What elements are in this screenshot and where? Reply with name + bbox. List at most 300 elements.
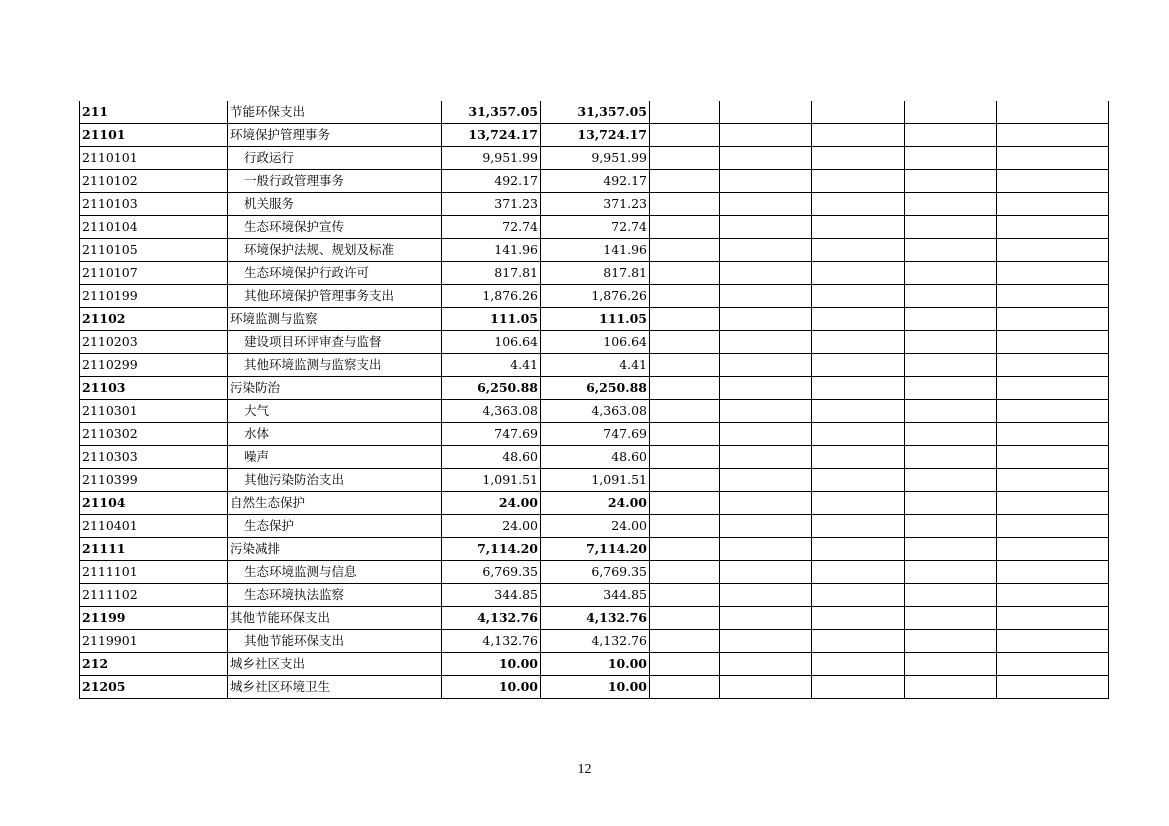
row-name: 节能环保支出 <box>230 104 306 119</box>
empty-cell <box>905 469 997 492</box>
row-basic: 817.81 <box>541 262 650 285</box>
row-basic: 24.00 <box>541 515 650 538</box>
empty-cell <box>997 538 1109 561</box>
empty-cell <box>650 262 720 285</box>
row-name-cell <box>228 492 442 515</box>
empty-cell <box>650 377 720 400</box>
empty-cell <box>997 101 1109 124</box>
empty-cell <box>720 193 812 216</box>
row-name: 其他环境监测与监察支出 <box>244 357 382 372</box>
row-name-cell <box>228 400 442 423</box>
empty-cell <box>905 377 997 400</box>
empty-cell <box>905 308 997 331</box>
row-name: 水体 <box>244 426 270 441</box>
empty-cell <box>997 216 1109 239</box>
row-code: 212 <box>80 653 228 676</box>
empty-cell <box>997 561 1109 584</box>
empty-cell <box>997 354 1109 377</box>
row-name-cell <box>228 469 442 492</box>
row-total: 4,363.08 <box>442 400 541 423</box>
row-basic: 24.00 <box>541 492 650 515</box>
empty-cell <box>720 653 812 676</box>
empty-cell <box>650 400 720 423</box>
row-basic: 4,132.76 <box>541 607 650 630</box>
edge-cell <box>1109 469 1117 492</box>
row-code: 2110203 <box>80 331 228 354</box>
empty-cell <box>720 377 812 400</box>
empty-cell <box>720 262 812 285</box>
table-row <box>80 216 1117 239</box>
empty-cell <box>905 262 997 285</box>
empty-cell <box>720 630 812 653</box>
row-basic: 344.85 <box>541 584 650 607</box>
row-name: 自然生态保护 <box>230 495 306 510</box>
row-total: 6,769.35 <box>442 561 541 584</box>
row-name: 生态环境执法监察 <box>244 587 345 602</box>
empty-cell <box>650 538 720 561</box>
empty-cell <box>720 446 812 469</box>
empty-cell <box>650 515 720 538</box>
table-row <box>80 193 1117 216</box>
table-row <box>80 262 1117 285</box>
table-body <box>80 101 1117 699</box>
row-name-cell <box>228 653 442 676</box>
row-basic: 4.41 <box>541 354 650 377</box>
empty-cell <box>650 170 720 193</box>
row-total: 106.64 <box>442 331 541 354</box>
empty-cell <box>650 216 720 239</box>
empty-cell <box>720 354 812 377</box>
edge-cell <box>1109 561 1117 584</box>
empty-cell <box>905 101 997 124</box>
empty-cell <box>720 400 812 423</box>
empty-cell <box>720 584 812 607</box>
row-name-cell <box>228 262 442 285</box>
row-name: 环境保护法规、规划及标准 <box>244 242 395 257</box>
empty-cell <box>650 492 720 515</box>
row-basic: 4,132.76 <box>541 630 650 653</box>
empty-cell <box>997 262 1109 285</box>
empty-cell <box>720 561 812 584</box>
empty-cell <box>650 584 720 607</box>
empty-cell <box>720 170 812 193</box>
table-row <box>80 515 1117 538</box>
row-code: 2119901 <box>80 630 228 653</box>
table-row <box>80 653 1117 676</box>
empty-cell <box>905 193 997 216</box>
row-basic: 141.96 <box>541 239 650 262</box>
row-code: 2110299 <box>80 354 228 377</box>
empty-cell <box>812 124 905 147</box>
empty-cell <box>812 469 905 492</box>
empty-cell <box>720 423 812 446</box>
row-code: 211 <box>80 101 228 124</box>
edge-cell <box>1109 239 1117 262</box>
empty-cell <box>905 515 997 538</box>
empty-cell <box>812 400 905 423</box>
empty-cell <box>812 423 905 446</box>
edge-cell <box>1109 446 1117 469</box>
row-code: 2110102 <box>80 170 228 193</box>
empty-cell <box>905 239 997 262</box>
budget-table <box>79 101 1117 699</box>
row-name: 大气 <box>244 403 270 418</box>
empty-cell <box>650 331 720 354</box>
row-total: 72.74 <box>442 216 541 239</box>
row-name: 污染减排 <box>230 541 281 556</box>
empty-cell <box>997 239 1109 262</box>
edge-cell <box>1109 262 1117 285</box>
row-total: 141.96 <box>442 239 541 262</box>
empty-cell <box>905 216 997 239</box>
row-code: 2110399 <box>80 469 228 492</box>
empty-cell <box>650 239 720 262</box>
row-name: 其他节能环保支出 <box>244 633 345 648</box>
empty-cell <box>650 630 720 653</box>
empty-cell <box>812 492 905 515</box>
row-name: 其他节能环保支出 <box>230 610 331 625</box>
row-total: 747.69 <box>442 423 541 446</box>
empty-cell <box>720 285 812 308</box>
row-name: 城乡社区支出 <box>230 656 306 671</box>
row-name-cell <box>228 147 442 170</box>
table-row <box>80 147 1117 170</box>
edge-cell <box>1109 492 1117 515</box>
edge-cell <box>1109 653 1117 676</box>
row-name-cell <box>228 377 442 400</box>
empty-cell <box>650 308 720 331</box>
row-total: 10.00 <box>442 653 541 676</box>
row-total: 4.41 <box>442 354 541 377</box>
row-code: 2110199 <box>80 285 228 308</box>
empty-cell <box>905 561 997 584</box>
empty-cell <box>905 331 997 354</box>
empty-cell <box>812 308 905 331</box>
row-total: 1,091.51 <box>442 469 541 492</box>
empty-cell <box>905 446 997 469</box>
empty-cell <box>905 607 997 630</box>
edge-cell <box>1109 400 1117 423</box>
empty-cell <box>720 124 812 147</box>
table-row <box>80 101 1117 124</box>
edge-cell <box>1109 515 1117 538</box>
row-name-cell <box>228 308 442 331</box>
row-basic: 111.05 <box>541 308 650 331</box>
row-name: 城乡社区环境卫生 <box>230 679 331 694</box>
table-row <box>80 170 1117 193</box>
row-total: 48.60 <box>442 446 541 469</box>
row-basic: 7,114.20 <box>541 538 650 561</box>
empty-cell <box>905 147 997 170</box>
empty-cell <box>997 446 1109 469</box>
row-name: 污染防治 <box>230 380 281 395</box>
row-name-cell <box>228 101 442 124</box>
empty-cell <box>997 676 1109 699</box>
row-name: 机关服务 <box>244 196 295 211</box>
empty-cell <box>997 400 1109 423</box>
edge-cell <box>1109 101 1117 124</box>
table-row <box>80 285 1117 308</box>
table-row <box>80 239 1117 262</box>
empty-cell <box>905 653 997 676</box>
edge-cell <box>1109 147 1117 170</box>
row-total: 10.00 <box>442 676 541 699</box>
row-code: 21111 <box>80 538 228 561</box>
row-basic: 747.69 <box>541 423 650 446</box>
empty-cell <box>997 285 1109 308</box>
row-name-cell <box>228 630 442 653</box>
empty-cell <box>650 147 720 170</box>
row-name: 环境保护管理事务 <box>230 127 331 142</box>
empty-cell <box>812 515 905 538</box>
empty-cell <box>905 285 997 308</box>
edge-cell <box>1109 331 1117 354</box>
row-name: 生态环境监测与信息 <box>244 564 357 579</box>
row-basic: 48.60 <box>541 446 650 469</box>
empty-cell <box>997 147 1109 170</box>
row-code: 2110103 <box>80 193 228 216</box>
empty-cell <box>812 607 905 630</box>
edge-cell <box>1109 423 1117 446</box>
table-row <box>80 446 1117 469</box>
row-basic: 31,357.05 <box>541 101 650 124</box>
empty-cell <box>905 170 997 193</box>
table-row <box>80 308 1117 331</box>
row-name: 生态环境保护宣传 <box>244 219 345 234</box>
row-total: 371.23 <box>442 193 541 216</box>
empty-cell <box>812 170 905 193</box>
empty-cell <box>720 676 812 699</box>
row-code: 2111101 <box>80 561 228 584</box>
row-name: 生态环境保护行政许可 <box>244 265 370 280</box>
row-total: 31,357.05 <box>442 101 541 124</box>
row-name-cell <box>228 124 442 147</box>
empty-cell <box>812 101 905 124</box>
table-row <box>80 400 1117 423</box>
table-row <box>80 469 1117 492</box>
row-basic: 492.17 <box>541 170 650 193</box>
empty-cell <box>812 630 905 653</box>
row-total: 9,951.99 <box>442 147 541 170</box>
empty-cell <box>720 101 812 124</box>
empty-cell <box>905 423 997 446</box>
row-code: 21103 <box>80 377 228 400</box>
empty-cell <box>905 630 997 653</box>
table-row <box>80 377 1117 400</box>
empty-cell <box>997 124 1109 147</box>
empty-cell <box>720 216 812 239</box>
row-code: 21102 <box>80 308 228 331</box>
row-code: 21205 <box>80 676 228 699</box>
empty-cell <box>812 538 905 561</box>
edge-cell <box>1109 285 1117 308</box>
empty-cell <box>905 538 997 561</box>
row-name: 一般行政管理事务 <box>244 173 345 188</box>
empty-cell <box>720 147 812 170</box>
empty-cell <box>812 216 905 239</box>
empty-cell <box>812 676 905 699</box>
table-row <box>80 630 1117 653</box>
empty-cell <box>812 446 905 469</box>
empty-cell <box>997 653 1109 676</box>
edge-cell <box>1109 676 1117 699</box>
page-number: 12 <box>577 762 592 777</box>
row-total: 13,724.17 <box>442 124 541 147</box>
empty-cell <box>997 469 1109 492</box>
empty-cell <box>650 561 720 584</box>
empty-cell <box>720 469 812 492</box>
row-basic: 4,363.08 <box>541 400 650 423</box>
empty-cell <box>997 170 1109 193</box>
row-total: 817.81 <box>442 262 541 285</box>
empty-cell <box>650 607 720 630</box>
empty-cell <box>812 354 905 377</box>
row-total: 1,876.26 <box>442 285 541 308</box>
row-code: 21199 <box>80 607 228 630</box>
empty-cell <box>650 676 720 699</box>
row-basic: 371.23 <box>541 193 650 216</box>
row-total: 492.17 <box>442 170 541 193</box>
edge-cell <box>1109 354 1117 377</box>
row-code: 2110105 <box>80 239 228 262</box>
edge-cell <box>1109 630 1117 653</box>
table-row <box>80 423 1117 446</box>
row-basic: 10.00 <box>541 676 650 699</box>
empty-cell <box>650 423 720 446</box>
row-name-cell <box>228 515 442 538</box>
row-name-cell <box>228 561 442 584</box>
row-total: 6,250.88 <box>442 377 541 400</box>
row-code: 21101 <box>80 124 228 147</box>
edge-cell <box>1109 193 1117 216</box>
row-name-cell <box>228 584 442 607</box>
empty-cell <box>997 193 1109 216</box>
empty-cell <box>650 285 720 308</box>
row-total: 24.00 <box>442 515 541 538</box>
edge-cell <box>1109 124 1117 147</box>
empty-cell <box>650 354 720 377</box>
edge-cell <box>1109 308 1117 331</box>
row-name-cell <box>228 607 442 630</box>
row-total: 24.00 <box>442 492 541 515</box>
table-row <box>80 607 1117 630</box>
row-name: 其他污染防治支出 <box>244 472 345 487</box>
row-code: 2110303 <box>80 446 228 469</box>
table-row <box>80 676 1117 699</box>
row-total: 4,132.76 <box>442 607 541 630</box>
row-code: 2110101 <box>80 147 228 170</box>
empty-cell <box>650 193 720 216</box>
empty-cell <box>997 377 1109 400</box>
table-row <box>80 492 1117 515</box>
row-code: 2110302 <box>80 423 228 446</box>
table-row <box>80 354 1117 377</box>
empty-cell <box>650 124 720 147</box>
empty-cell <box>905 124 997 147</box>
row-total: 111.05 <box>442 308 541 331</box>
row-name-cell <box>228 216 442 239</box>
empty-cell <box>720 331 812 354</box>
empty-cell <box>812 331 905 354</box>
empty-cell <box>812 377 905 400</box>
empty-cell <box>905 584 997 607</box>
empty-cell <box>650 101 720 124</box>
empty-cell <box>812 193 905 216</box>
row-name: 噪声 <box>244 449 270 464</box>
table-row <box>80 584 1117 607</box>
empty-cell <box>905 354 997 377</box>
row-basic: 10.00 <box>541 653 650 676</box>
empty-cell <box>997 584 1109 607</box>
empty-cell <box>997 331 1109 354</box>
row-name: 其他环境保护管理事务支出 <box>244 288 395 303</box>
edge-cell <box>1109 607 1117 630</box>
empty-cell <box>997 630 1109 653</box>
empty-cell <box>905 676 997 699</box>
edge-cell <box>1109 170 1117 193</box>
edge-cell <box>1109 538 1117 561</box>
row-code: 2110301 <box>80 400 228 423</box>
empty-cell <box>812 262 905 285</box>
row-name-cell <box>228 331 442 354</box>
empty-cell <box>997 515 1109 538</box>
row-name-cell <box>228 354 442 377</box>
row-total: 7,114.20 <box>442 538 541 561</box>
empty-cell <box>720 607 812 630</box>
empty-cell <box>905 492 997 515</box>
empty-cell <box>905 400 997 423</box>
row-total: 4,132.76 <box>442 630 541 653</box>
edge-cell <box>1109 377 1117 400</box>
row-name-cell <box>228 676 442 699</box>
row-code: 2110104 <box>80 216 228 239</box>
row-basic: 9,951.99 <box>541 147 650 170</box>
row-basic: 6,250.88 <box>541 377 650 400</box>
empty-cell <box>650 653 720 676</box>
row-code: 21104 <box>80 492 228 515</box>
row-basic: 1,091.51 <box>541 469 650 492</box>
empty-cell <box>720 538 812 561</box>
row-name: 行政运行 <box>244 150 295 165</box>
row-name: 环境监测与监察 <box>230 311 318 326</box>
row-basic: 13,724.17 <box>541 124 650 147</box>
empty-cell <box>720 308 812 331</box>
empty-cell <box>812 147 905 170</box>
row-code: 2110107 <box>80 262 228 285</box>
row-name-cell <box>228 446 442 469</box>
empty-cell <box>997 308 1109 331</box>
row-name-cell <box>228 193 442 216</box>
empty-cell <box>650 469 720 492</box>
row-name: 生态保护 <box>244 518 295 533</box>
table-row <box>80 561 1117 584</box>
row-code: 2110401 <box>80 515 228 538</box>
edge-cell <box>1109 216 1117 239</box>
table-row <box>80 124 1117 147</box>
table-row <box>80 331 1117 354</box>
empty-cell <box>720 239 812 262</box>
empty-cell <box>812 653 905 676</box>
row-total: 344.85 <box>442 584 541 607</box>
row-basic: 6,769.35 <box>541 561 650 584</box>
row-code: 2111102 <box>80 584 228 607</box>
empty-cell <box>997 492 1109 515</box>
row-name-cell <box>228 538 442 561</box>
edge-cell <box>1109 584 1117 607</box>
row-name-cell <box>228 285 442 308</box>
row-basic: 72.74 <box>541 216 650 239</box>
empty-cell <box>720 492 812 515</box>
